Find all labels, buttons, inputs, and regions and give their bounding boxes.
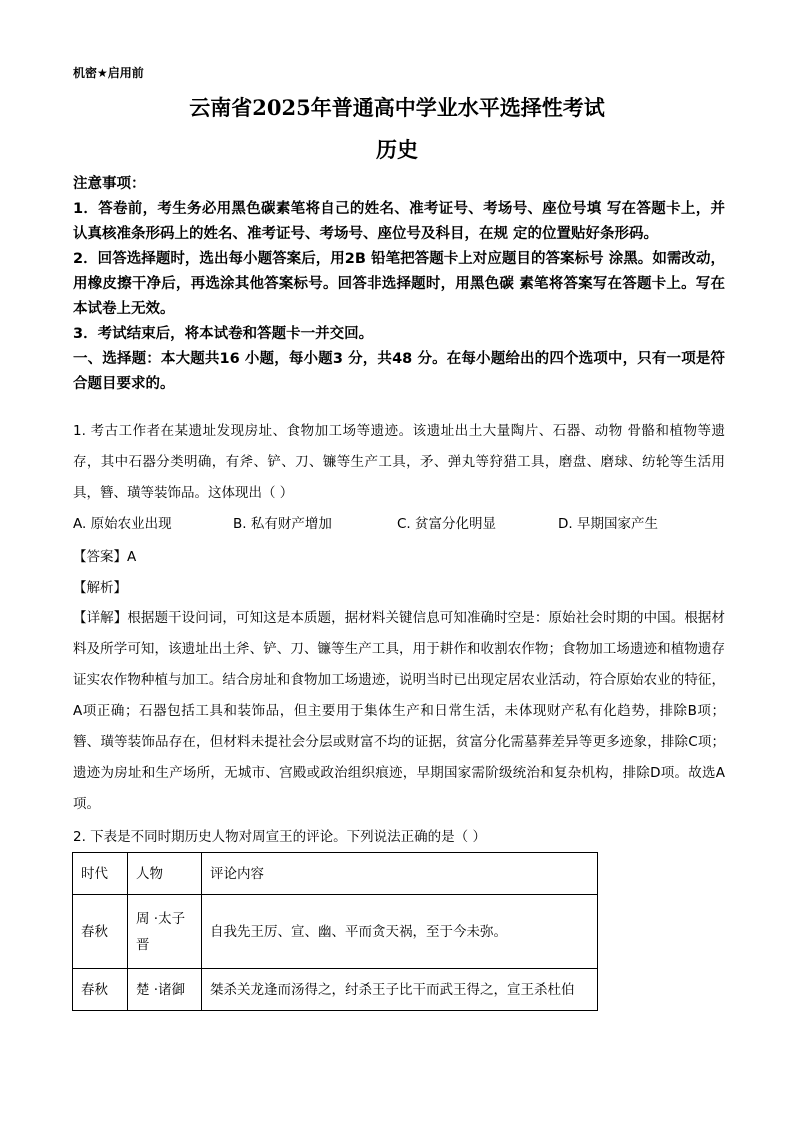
table-cell: 楚 ·诸御 [128, 969, 202, 1011]
subject-title: 历史 [376, 137, 418, 162]
question-2-table [72, 852, 598, 1011]
option-b: B. 私有财产增加 [233, 516, 332, 532]
table-header-row [73, 853, 598, 895]
question-1-detail: 【详解】根据题干设问词，可知这是本质题，据材料关键信息可知准确时空是：原始社会时期的中国。根据材料及所学可知，该遗址出土斧、铲、刀、镰等生产工具，用于耕作和收割农作物；食物加工场遗迹和植物遗存证实农作物种植与加工。结合房址和食物加工场遗迹，说明当时已出现定居农业活动，符合原始农业的特征，A项正确；石器包括工具和装饰品，但主要用于集体生产和日常生活，未体现财产私有化趋势，排除B项；簪、璜等装饰品存在，但材料未提社会分层或财富不均的证据，贫富分化需墓葬差异等更多迹象，排除C项；遗迹为房址和生产场所，无城市、宫殿或政治组织痕迹，早期国家需阶级统治和复杂机构，排除D项。故选A项。 [73, 610, 725, 812]
notes-heading: 注意事项： [73, 176, 146, 192]
table-header-cell: 时代 [73, 853, 128, 895]
option-d: D. 早期国家产生 [558, 516, 658, 532]
notes-block [73, 172, 725, 397]
section-heading: 一、选择题：本大题共16 小题，每小题3 分，共48 分。在每小题给出的四个选项中，只有一项是符合题目要求的。 [73, 351, 725, 392]
analysis-label: 【解析】 [73, 580, 127, 596]
exam-title: 云南省2025年普通高中学业水平选择性考试 [189, 95, 605, 120]
table-row [73, 895, 598, 969]
notes-item-1: 1．答卷前，考生务必用黑色碳素笔将自己的姓名、准考证号、考场号、座位号填 写在答题卡上，并认真核准条形码上的姓名、准考证号、考场号、座位号及科目，在规 定的位置贴好条形码。 [73, 201, 725, 242]
table-header-cell: 人物 [128, 853, 202, 895]
table-row [73, 969, 598, 1011]
table-cell: 周 ·太子晋 [128, 895, 202, 969]
table-cell: 自我先王厉、宣、幽、平而贪天祸，至于今未弥。 [202, 895, 598, 969]
option-c: C. 贫富分化明显 [397, 516, 497, 532]
table-header-cell: 评论内容 [202, 853, 598, 895]
secret-label: 机密★启用前 [73, 66, 144, 80]
table-cell: 春秋 [73, 895, 128, 969]
notes-item-3: 3．考试结束后，将本试卷和答题卡一并交回。 [73, 326, 374, 342]
table-cell: 春秋 [73, 969, 128, 1011]
option-a: A. 原始农业出现 [73, 516, 172, 532]
table-cell: 桀杀关龙逢而汤得之，纣杀王子比干而武王得之，宣王杀杜伯 [202, 969, 598, 1011]
question-2-stem: 2. 下表是不同时期历史人物对周宣王的评论。下列说法正确的是（ ） [73, 829, 486, 845]
notes-item-2: 2．回答选择题时，选出每小题答案后，用2B 铅笔把答题卡上对应题目的答案标号 涂黑。如需改动，用橡皮擦干净后，再选涂其他答案标号。回答非选择题时，用黑色碳 素笔将答案写在答题卡上。写在本试卷上无效。 [73, 251, 725, 317]
question-1-stem: 1. 考古工作者在某遗址发现房址、食物加工场等遗迹。该遗址出土大量陶片、石器、动物 骨骼和植物等遗存，其中石器分类明确，有斧、铲、刀、镰等生产工具，矛、弹丸等狩猎工具，磨盘、磨球、纺轮等生活用具，簪、璜等装饰品。这体现出（ ） [73, 423, 725, 501]
answer-label: 【答案】A [73, 549, 137, 565]
